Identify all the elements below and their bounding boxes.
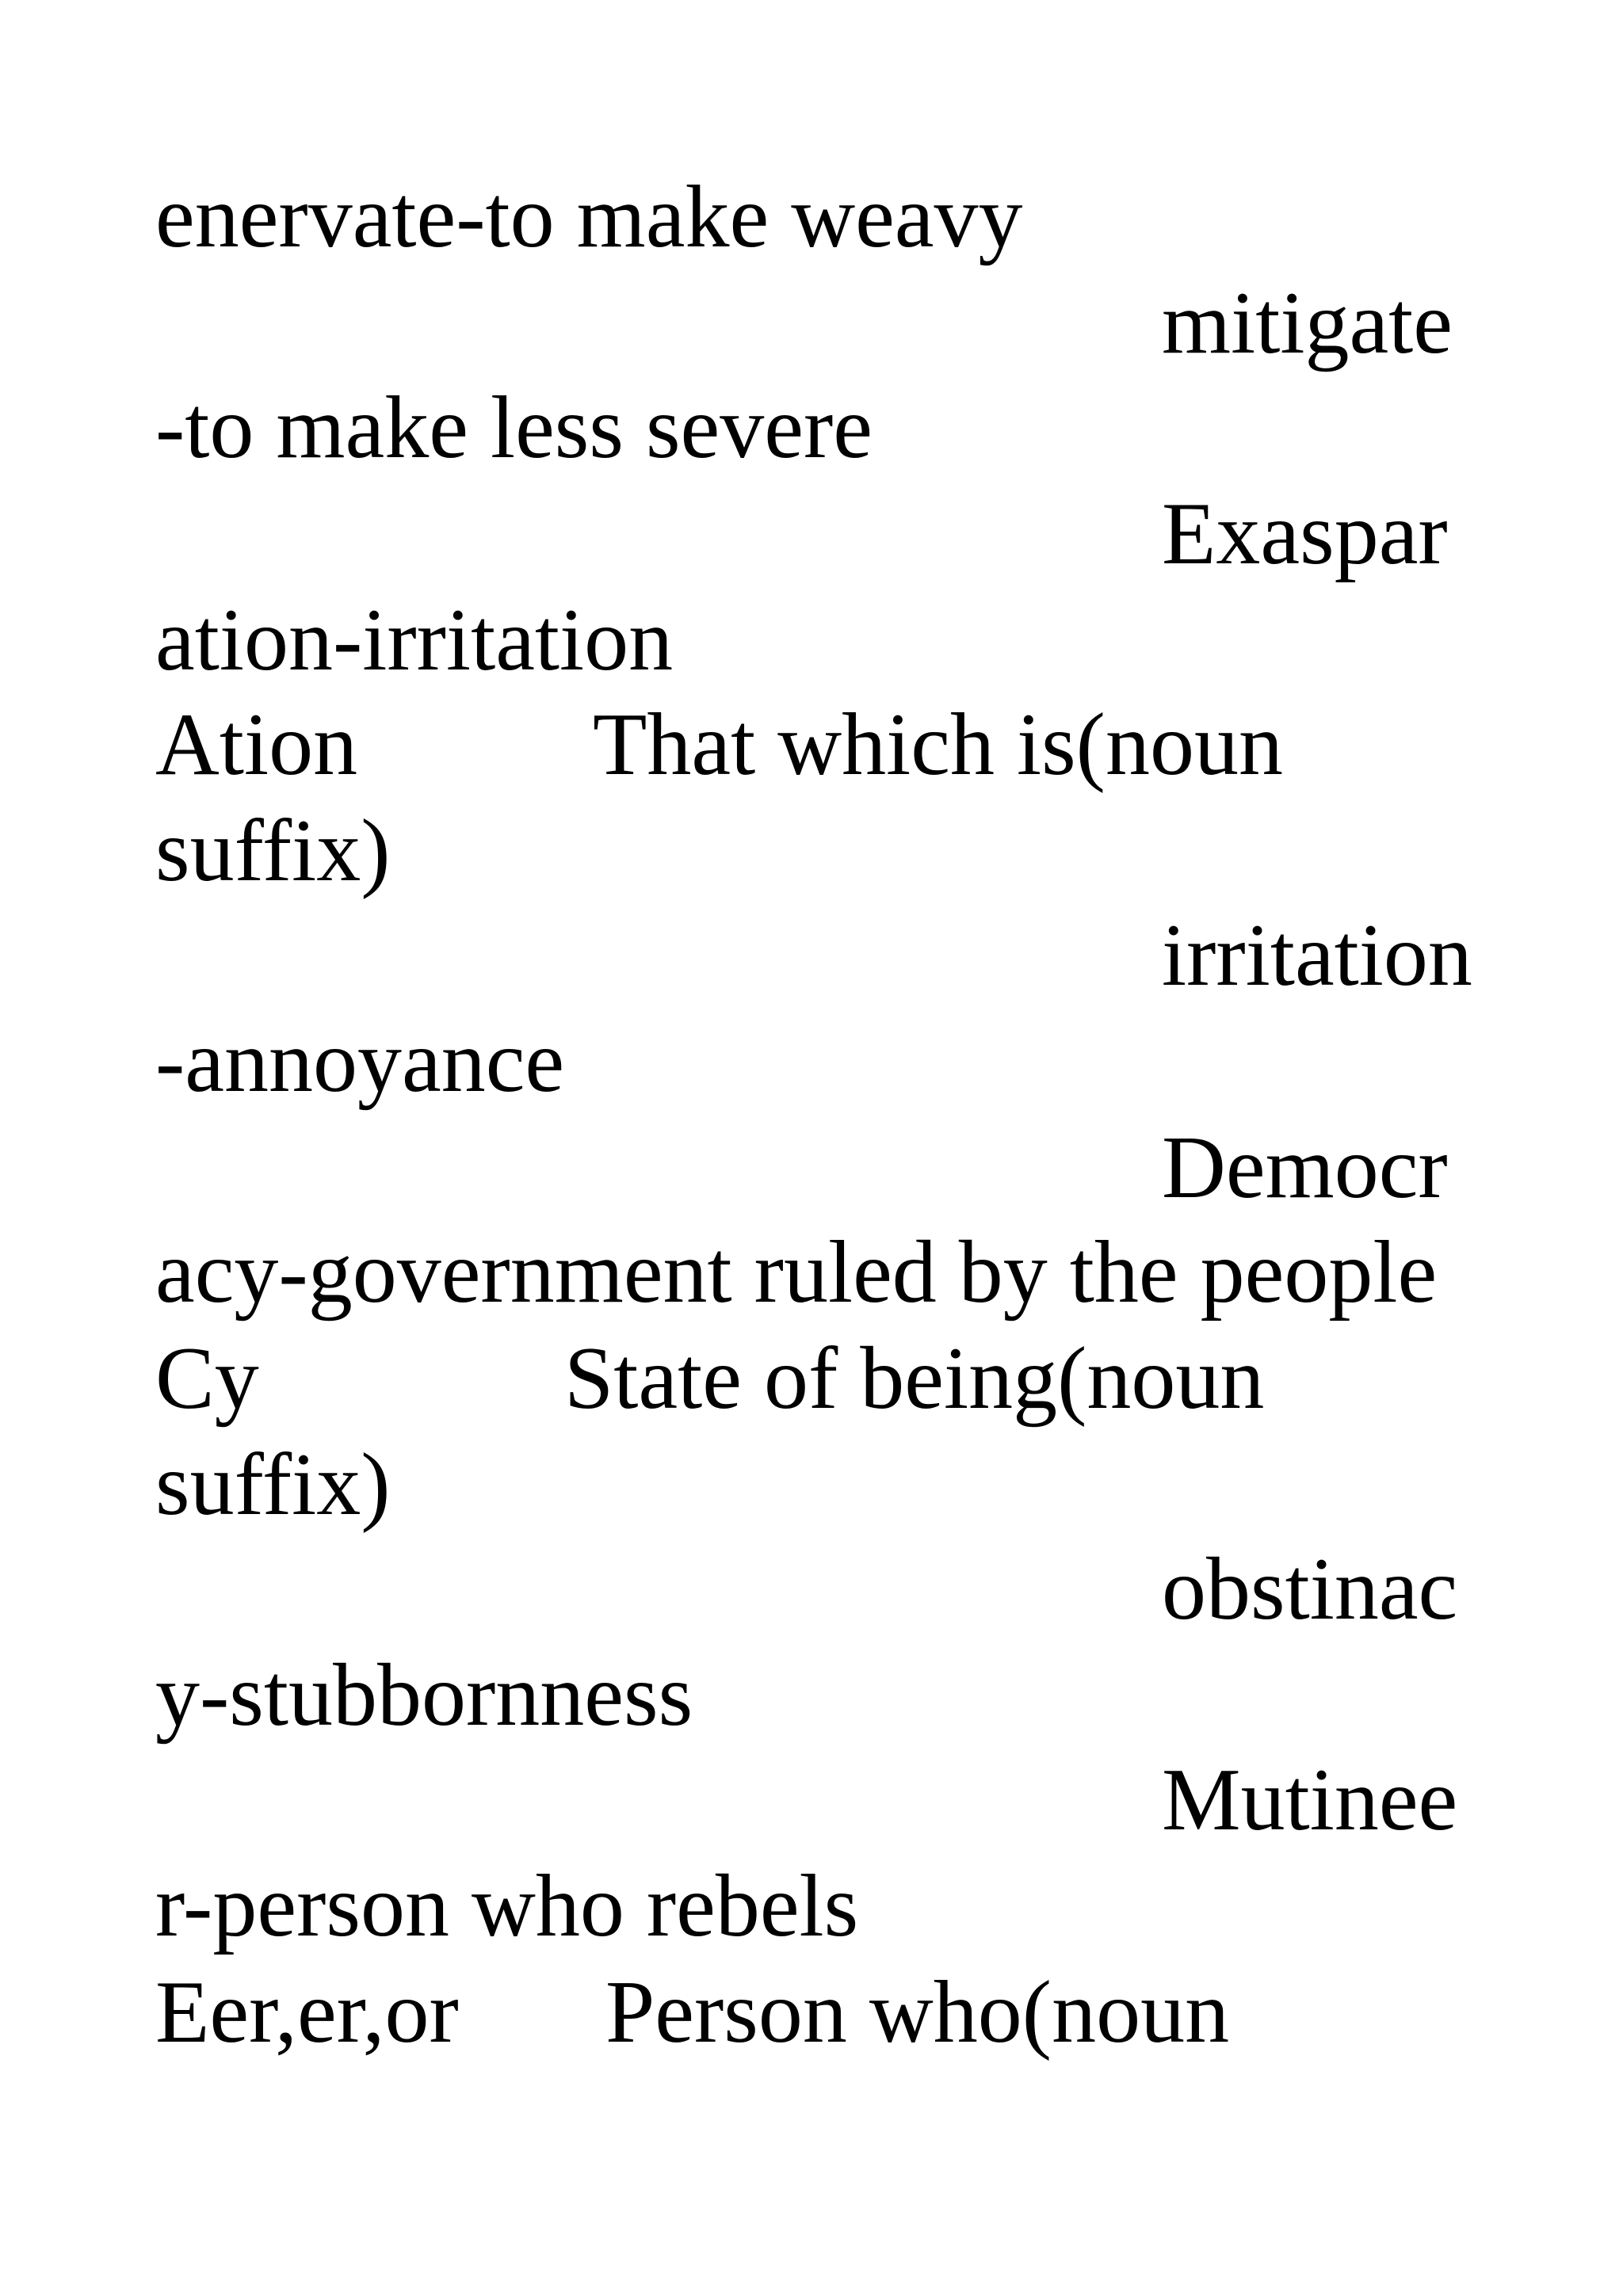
text-line: enervate-to make weavy [155, 168, 1023, 266]
text-line: Ation [155, 696, 358, 794]
text-line: Mutinee [1162, 1751, 1458, 1849]
text-line: ation-irritation [155, 591, 674, 689]
text-line: suffix) [155, 802, 391, 900]
text-line: suffix) [155, 1436, 391, 1534]
text-line: Exaspar [1162, 485, 1448, 583]
text-line: Eer,er,or [155, 1963, 459, 2061]
text-line: obstinac [1162, 1540, 1458, 1638]
text-line: irritation [1162, 906, 1472, 1005]
text-line: -to make less severe [155, 379, 873, 477]
text-line: mitigate [1162, 274, 1453, 372]
text-line: acy-government ruled by the people [155, 1223, 1438, 1322]
text-line: Person who(noun [605, 1963, 1230, 2061]
text-line: That which is(noun [593, 696, 1283, 794]
text-line: State of being(noun [564, 1329, 1265, 1428]
text-line: y-stubbornness [155, 1646, 693, 1745]
text-line: r-person who rebels [155, 1857, 859, 1955]
text-line: Cy [155, 1329, 259, 1428]
text-line: -annoyance [155, 1013, 565, 1111]
text-line: Democr [1162, 1119, 1448, 1217]
